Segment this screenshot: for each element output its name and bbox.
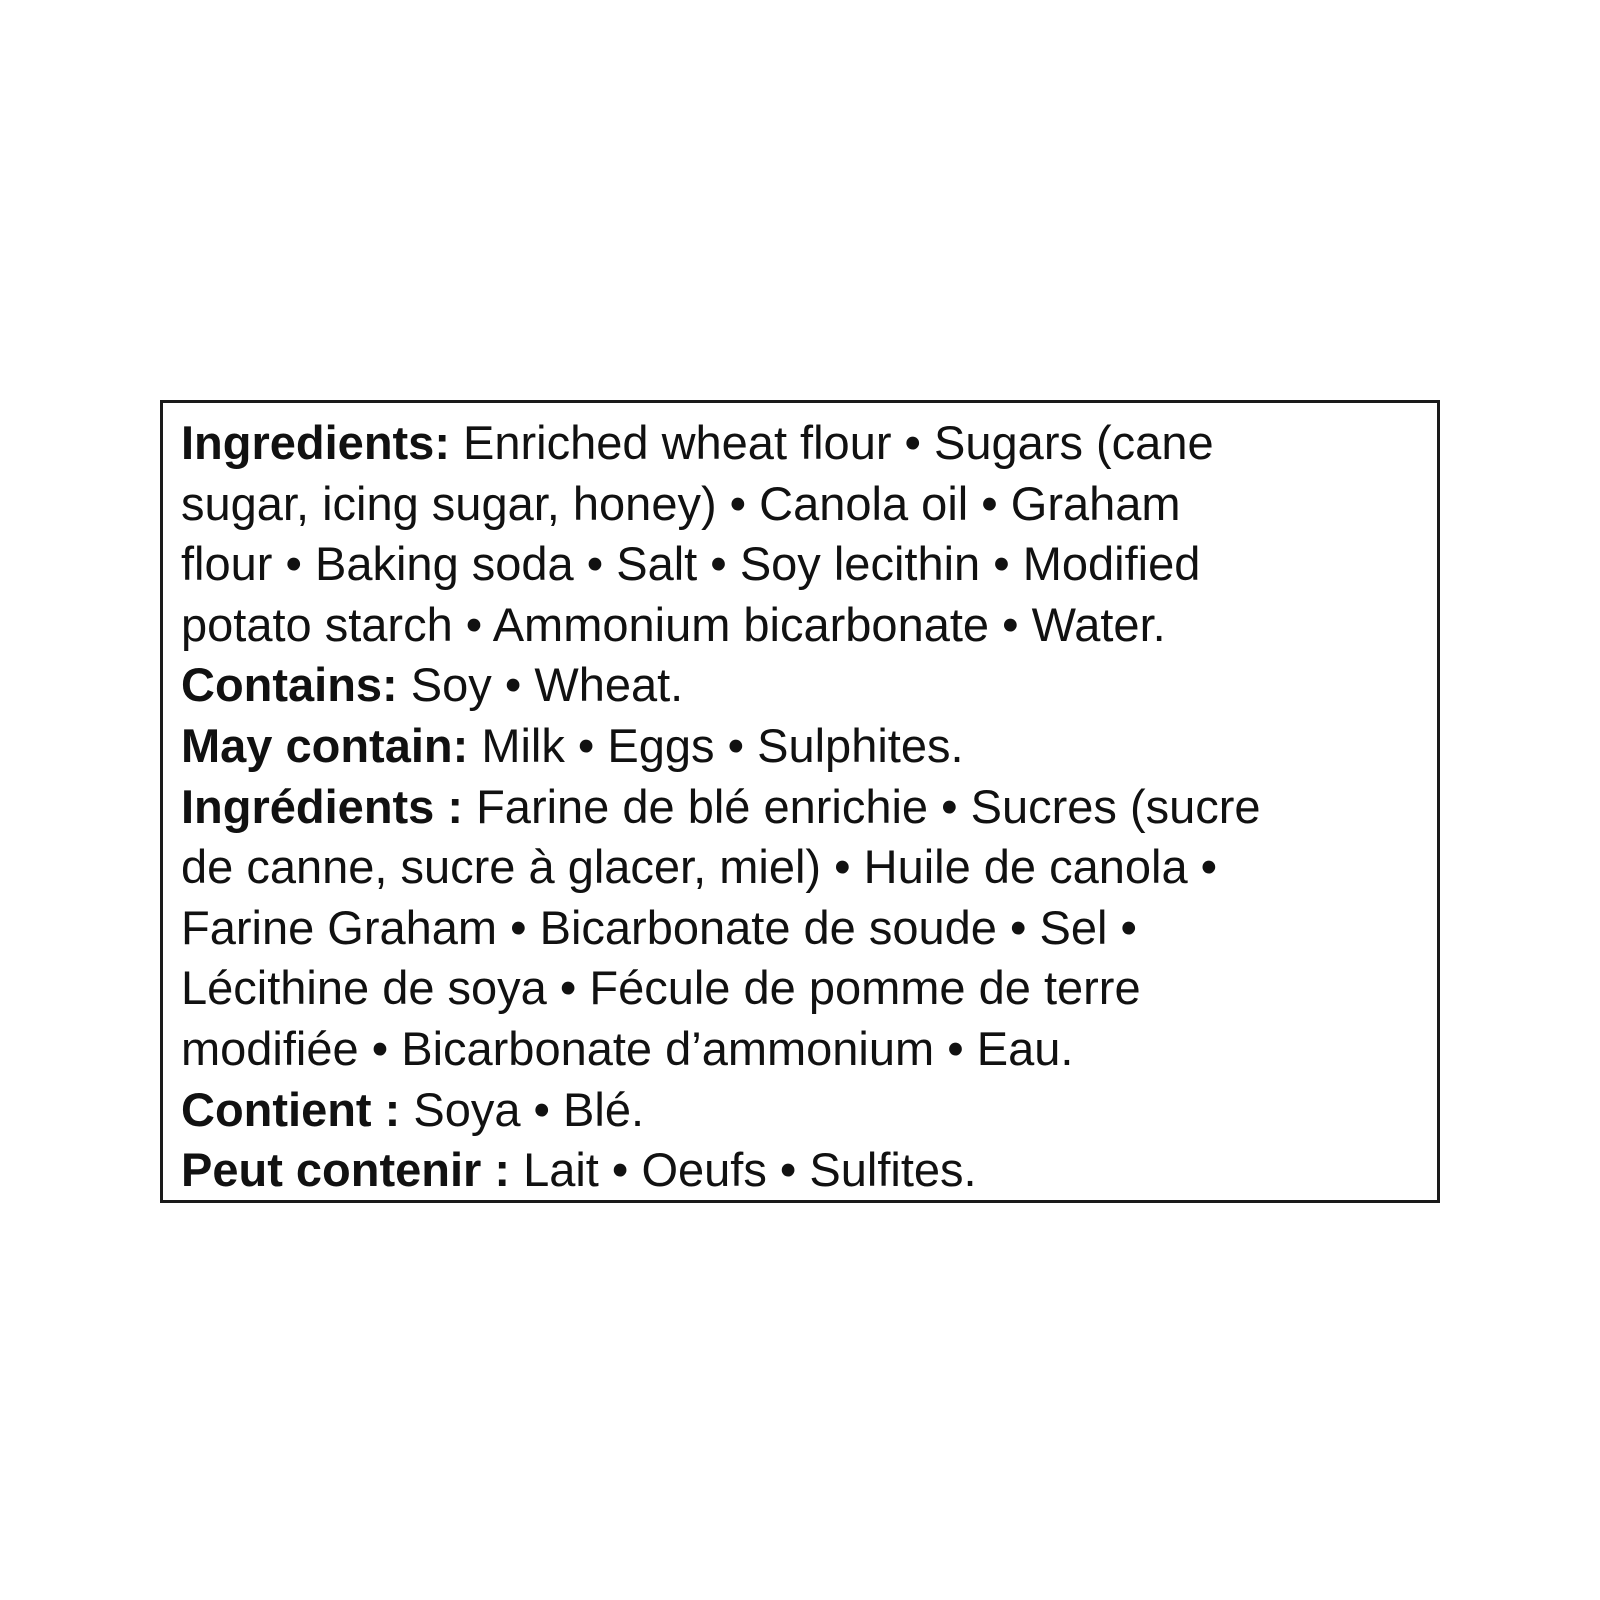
may-contain-list-fr: Lait • Oeufs • Sulfites. bbox=[510, 1143, 977, 1197]
label-line-en-ingredients-4 bbox=[181, 595, 1431, 656]
may-contain-heading-en: May contain: bbox=[181, 718, 469, 772]
label-line-fr-ingredients-1 bbox=[181, 777, 1431, 838]
may-contain-heading-fr: Peut contenir : bbox=[181, 1143, 511, 1197]
label-line-fr-ingredients-5 bbox=[181, 1019, 1431, 1080]
ingredients-list-fr-part-3: Farine Graham • Bicarbonate de soude • Sel • bbox=[181, 900, 1137, 954]
ingredient-label-text bbox=[181, 413, 1431, 1201]
ingredients-list-en-part-4: potato starch • Ammonium bicarbonate • Water. bbox=[181, 597, 1166, 651]
ingredient-label-panel bbox=[160, 400, 1440, 1203]
contains-heading-en: Contains: bbox=[181, 658, 398, 712]
label-line-fr-may-contain bbox=[181, 1140, 1431, 1201]
ingredients-heading-en: Ingredients: bbox=[181, 416, 450, 469]
ingredients-list-en-part-3: flour • Baking soda • Salt • Soy lecithin • Modified bbox=[181, 537, 1201, 591]
ingredients-list-fr-part-5: modifiée • Bicarbonate d’ammonium • Eau. bbox=[181, 1021, 1074, 1075]
contains-list-fr: Soya • Blé. bbox=[400, 1082, 645, 1136]
label-line-en-ingredients-2 bbox=[181, 474, 1431, 535]
label-line-en-may-contain bbox=[181, 716, 1431, 777]
label-line-en-ingredients-1 bbox=[181, 413, 1431, 474]
ingredients-list-fr-part-4: Lécithine de soya • Fécule de pomme de terre bbox=[181, 961, 1141, 1015]
contains-heading-fr: Contient : bbox=[181, 1082, 401, 1136]
contains-list-en: Soy • Wheat. bbox=[397, 658, 684, 712]
ingredients-list-fr-part-2: de canne, sucre à glacer, miel) • Huile de canola • bbox=[181, 840, 1218, 894]
label-line-fr-ingredients-3 bbox=[181, 898, 1431, 959]
may-contain-list-en: Milk • Eggs • Sulphites. bbox=[468, 718, 964, 772]
ingredients-list-en-part-2: sugar, icing sugar, honey) • Canola oil • Graham bbox=[181, 476, 1181, 530]
ingredients-heading-fr: Ingrédients : bbox=[181, 779, 464, 833]
label-line-fr-ingredients-2 bbox=[181, 837, 1431, 898]
label-line-en-ingredients-3 bbox=[181, 534, 1431, 595]
label-line-en-contains bbox=[181, 655, 1431, 716]
label-line-fr-contains bbox=[181, 1080, 1431, 1141]
ingredients-list-en-part-1: Enriched wheat flour • Sugars (cane bbox=[449, 416, 1214, 469]
label-line-fr-ingredients-4 bbox=[181, 958, 1431, 1019]
ingredients-list-fr-part-1: Farine de blé enrichie • Sucres (sucre bbox=[463, 779, 1261, 833]
